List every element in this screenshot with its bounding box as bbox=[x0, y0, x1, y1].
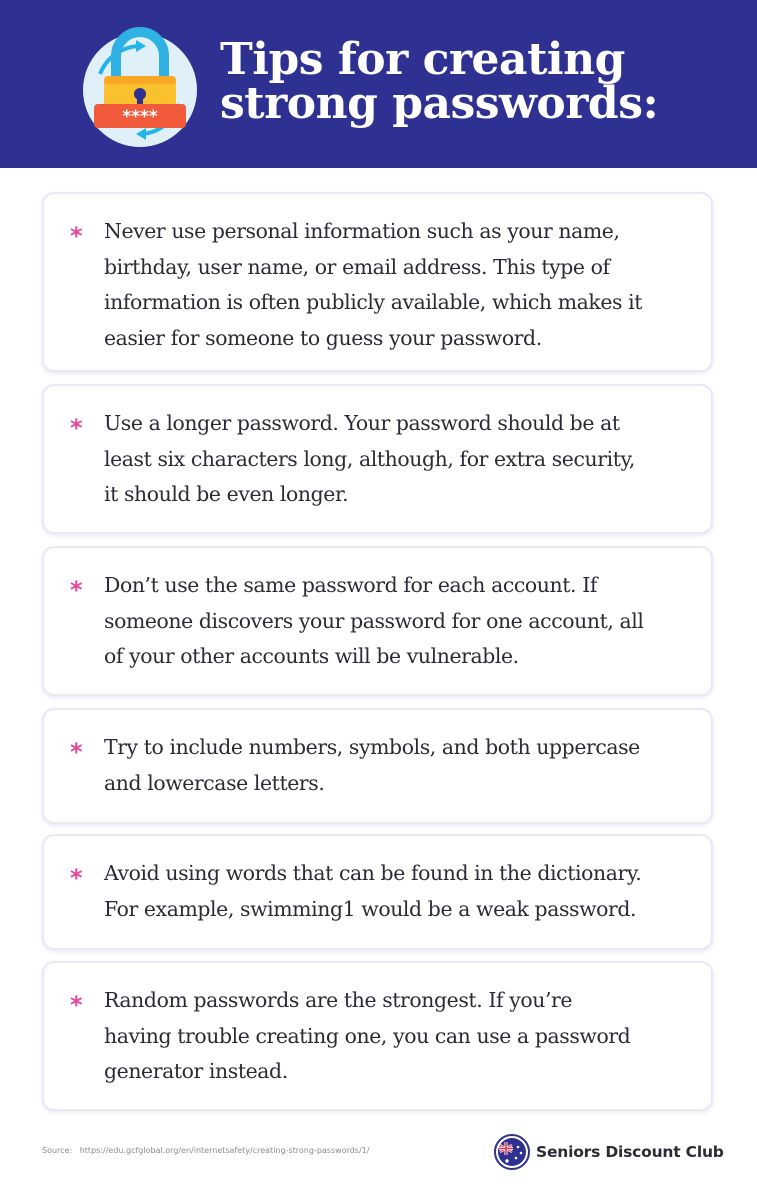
tip-text bbox=[104, 983, 704, 1090]
source-label: Source: bbox=[42, 1146, 73, 1155]
tip-line: Random passwords are the strongest. If you’re bbox=[104, 988, 573, 1012]
tip-text bbox=[104, 730, 704, 801]
source-citation bbox=[42, 1146, 369, 1155]
tip-line: Avoid using words that can be found in the dictionary. bbox=[104, 861, 642, 885]
tip-line: least six characters long, although, for extra security, bbox=[104, 446, 635, 471]
page-title-line-2: strong passwords: bbox=[220, 78, 659, 129]
tip-card-3 bbox=[42, 546, 713, 696]
tip-line: having trouble creating one, you can use a password bbox=[104, 1023, 631, 1048]
page-title bbox=[220, 34, 740, 129]
tip-line: Never use personal information such as your name, bbox=[104, 219, 620, 243]
bullet-asterisk-icon: * bbox=[70, 576, 83, 604]
tip-line: generator instead. bbox=[104, 1059, 288, 1083]
tip-card-6 bbox=[42, 961, 713, 1111]
tip-line: birthday, user name, or email address. This type of bbox=[104, 254, 610, 279]
brand-logo-group[interactable] bbox=[494, 1134, 724, 1170]
tip-line: For example, swimming1 would be a weak password. bbox=[104, 896, 637, 921]
bullet-asterisk-icon: * bbox=[70, 414, 83, 442]
tip-line: Don’t use the same password for each account. If bbox=[104, 573, 597, 597]
tip-text bbox=[104, 214, 704, 356]
tip-card-1 bbox=[42, 192, 713, 372]
tip-line: Use a longer password. Your password should be at bbox=[104, 411, 620, 435]
source-link[interactable]: https://edu.gcfglobal.org/en/internetsafety/creating-strong-passwords/1/ bbox=[79, 1146, 370, 1155]
tip-line: someone discovers your password for one account, all bbox=[104, 608, 644, 633]
bullet-asterisk-icon: * bbox=[70, 738, 83, 766]
tip-text bbox=[104, 856, 704, 927]
bullet-asterisk-icon: * bbox=[70, 222, 83, 250]
tip-line: Try to include numbers, symbols, and both uppercase bbox=[104, 735, 640, 759]
page-title-line-1: Tips for creating bbox=[220, 34, 625, 85]
tip-line: it should be even longer. bbox=[104, 482, 349, 506]
tip-line: information is often publicly available, which makes it bbox=[104, 290, 643, 314]
tip-card-5 bbox=[42, 834, 713, 950]
australia-flag-logo-icon bbox=[494, 1134, 530, 1170]
lock-icon bbox=[80, 22, 200, 147]
header-banner bbox=[0, 0, 757, 168]
lock-code-text: **** bbox=[122, 107, 158, 127]
bullet-asterisk-icon: * bbox=[70, 991, 83, 1019]
tip-card-4 bbox=[42, 708, 713, 824]
tip-text bbox=[104, 568, 704, 675]
tip-line: easier for someone to guess your password. bbox=[104, 325, 542, 350]
tip-line: and lowercase letters. bbox=[104, 770, 325, 795]
brand-name: Seniors Discount Club bbox=[536, 1143, 724, 1161]
tip-text bbox=[104, 406, 704, 513]
bullet-asterisk-icon: * bbox=[70, 864, 83, 892]
tip-line: of your other accounts will be vulnerable. bbox=[104, 644, 519, 668]
tip-card-2 bbox=[42, 384, 713, 534]
